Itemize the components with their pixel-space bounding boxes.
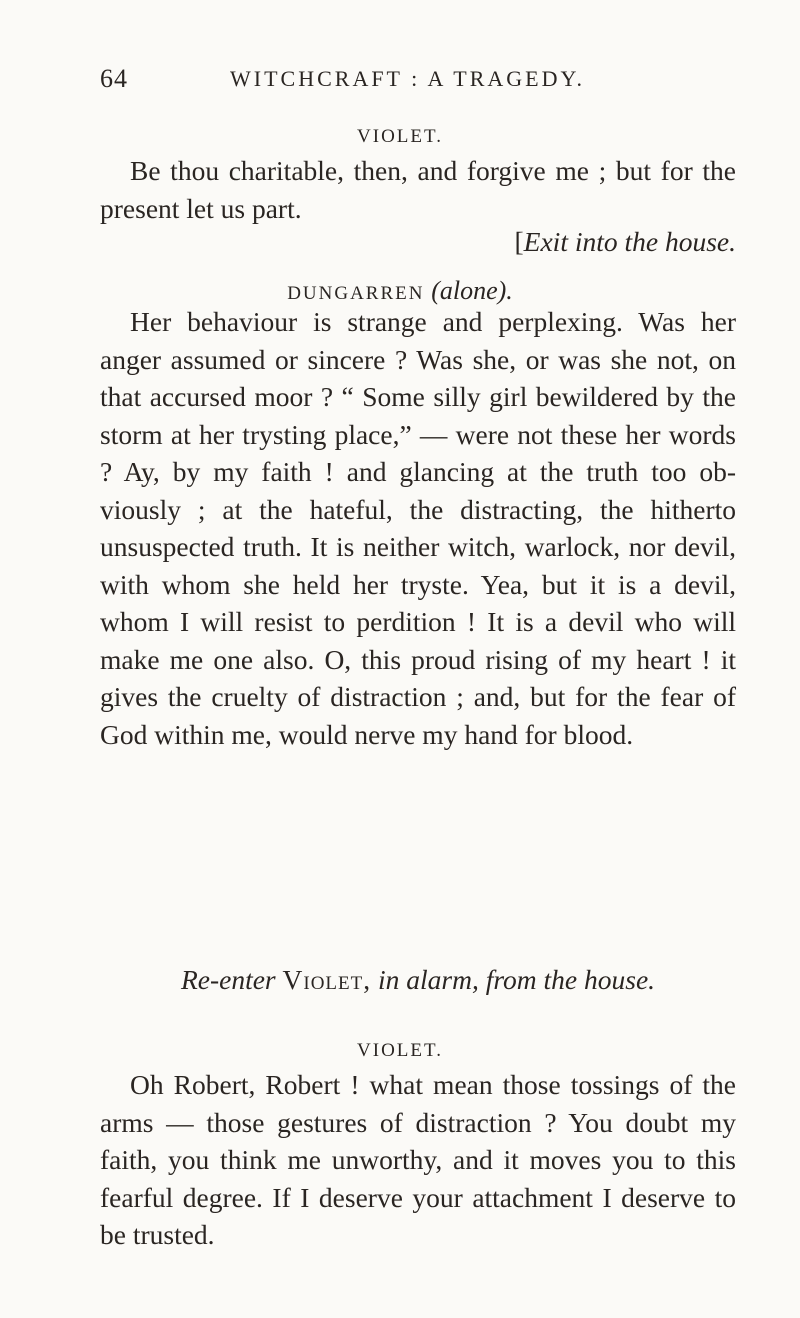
stage-bracket: [ [514,226,524,257]
running-head: WITCHCRAFT : A TRAGEDY. [230,66,586,91]
speaker-name-dungarren: DUNGARREN [287,283,425,304]
speech-paragraph-violet-2: Oh Robert, Robert ! what mean those tossings of the arms — those gestures of distraction ? You doubt my faith, you think me unworthy, and it moves you to this fearful degree. If I deserve your attachment I deserve to be trusted. [100,1069,736,1250]
speech-paragraph-dungarren: Her behaviour is strange and perplexing. Was her anger assumed or sincere ? Was she, or was she not, on that accursed moor ? “ Some silly girl bewildered by the storm at her trysting place,” — were not these her words ? Ay, by my faith ! and glancing at the truth too ob-viously ; at the hateful, the distracting, the hitherto unsuspected truth. It is neither witch, warlock, nor devil, with whom she held her tryste. Yea, but it is a devil, whom I will resist to perdition ! It is a devil who will make me one also. O, this proud rising of my heart ! it gives the cruelty of distraction ; and, but for the fear of God within me, would nerve my hand for blood. [100,306,736,750]
stage-reenter-detail: in alarm, from the house. [378,964,656,995]
stage-direction-reenter [100,964,736,996]
page-number: 64 [100,64,128,93]
speaker-name-violet-2: VIOLET. [357,1040,443,1061]
stage-reenter-text: Re-enter [180,964,276,995]
speech-paragraph-violet-1: Be thou charitable, then, and forgive me ; but for the present let us part. [100,155,736,224]
stage-direction-text: Exit into the house. [523,226,736,257]
speaker-heading-dungarren [0,276,800,306]
page-header [100,64,740,104]
speaker-direction: (alone). [431,276,513,305]
stage-direction-exit [100,226,736,258]
stage-character-name: Violet, [282,964,372,995]
speaker-name-violet: VIOLET. [357,126,443,147]
